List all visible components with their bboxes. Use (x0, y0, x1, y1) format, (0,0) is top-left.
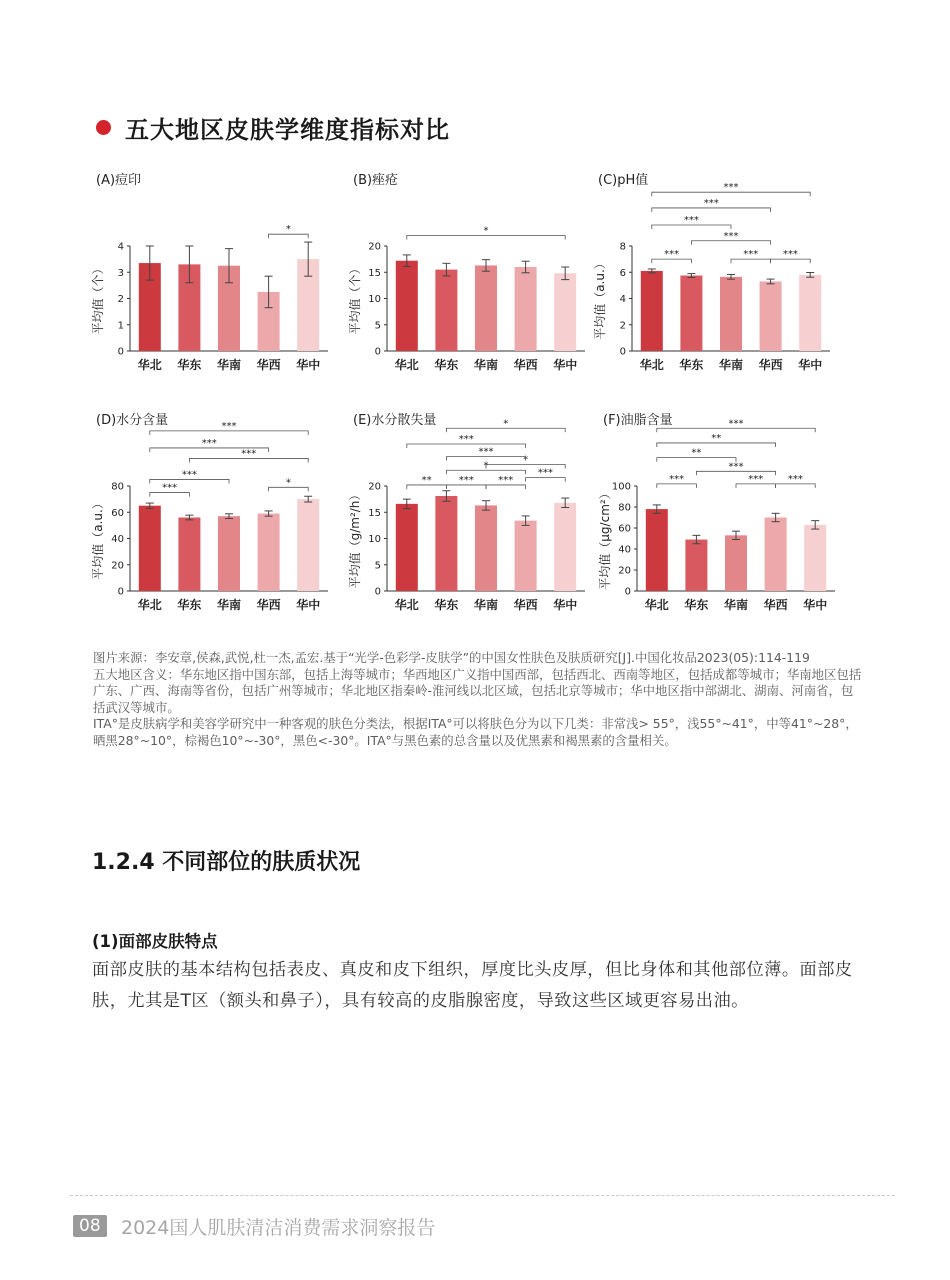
significance-label: *** (787, 473, 803, 485)
significance-label: *** (498, 474, 514, 486)
significance-label: *** (241, 448, 257, 460)
x-tick-label: 华北 (137, 598, 162, 612)
bar (646, 509, 668, 591)
y-tick-label: 15 (368, 267, 381, 279)
subsection-title: 1.2.4 不同部位的肤质状况 (92, 850, 361, 875)
significance-label: * (523, 454, 529, 466)
bar (685, 540, 707, 591)
chart-f-sebum (595, 408, 865, 623)
significance-label: * (483, 460, 489, 472)
significance-label: *** (723, 182, 739, 194)
y-tick-label: 40 (618, 544, 631, 556)
chart-title: (D)水分含量 (96, 413, 169, 428)
significance-label: *** (743, 249, 759, 261)
chart-d-svg (88, 408, 358, 623)
bar (554, 503, 576, 591)
chart-c-svg (590, 168, 860, 383)
chart-title: (A)痘印 (96, 173, 142, 188)
chart-a-svg (88, 168, 358, 383)
bar (515, 267, 537, 351)
y-tick-label: 2 (117, 294, 124, 305)
bar (515, 521, 537, 591)
significance-label: *** (201, 437, 217, 449)
chart-f-svg (595, 408, 865, 623)
y-tick-label: 10 (368, 294, 381, 305)
y-axis-label: 平均值（个） (348, 262, 362, 335)
x-tick-label: 华东 (434, 358, 459, 372)
y-tick-label: 20 (111, 560, 124, 572)
y-tick-label: 5 (374, 560, 381, 572)
bar (804, 525, 826, 591)
y-tick-label: 4 (619, 294, 626, 305)
x-tick-label: 华中 (296, 358, 321, 372)
y-tick-label: 60 (111, 507, 124, 519)
bar (760, 281, 782, 351)
bar (765, 518, 787, 592)
chart-d-moisture (88, 408, 358, 623)
caption-ita: ITA°是皮肤病学和美容学研究中一种客观的肤色分类法，根据ITA°可以将肤色分为以下几类：非常浅> 55°，浅55°~41°，中等41°~28°，晒黑28°~10°，棕褐色10°~-30°，黑色<-30°。ITA°与黑色素的总含量以及优黑素和褐黑素的含量相关。 (93, 716, 858, 748)
y-tick-label: 80 (111, 481, 124, 493)
x-tick-label: 华西 (763, 598, 788, 612)
significance-label: * (285, 224, 291, 236)
significance-label: * (285, 477, 291, 489)
section-header (96, 110, 450, 145)
figure-caption (93, 650, 863, 750)
bar (475, 505, 497, 591)
page-number: 08 (73, 1215, 107, 1237)
significance-label: *** (458, 474, 474, 486)
x-tick-label: 华西 (513, 358, 538, 372)
significance-label: *** (748, 473, 764, 485)
bar (258, 514, 280, 591)
significance-label: * (503, 418, 509, 430)
paragraph-heading: (1)面部皮肤特点 (92, 932, 218, 951)
chart-e-svg (345, 408, 615, 623)
y-tick-label: 6 (619, 267, 626, 279)
significance-label: *** (669, 473, 685, 485)
significance-label: *** (221, 420, 237, 432)
y-axis-label: 平均值（g/m²/h） (348, 488, 362, 589)
section-title: 五大地区皮肤学维度指标对比 (125, 116, 450, 144)
chart-e-water-loss (345, 408, 615, 623)
x-tick-label: 华中 (553, 358, 578, 372)
significance-label: *** (664, 249, 680, 261)
y-tick-label: 0 (117, 346, 124, 358)
significance-label: *** (683, 215, 699, 226)
significance-label: *** (537, 467, 553, 479)
y-axis-label: 平均值（μg/cm²） (598, 487, 612, 590)
bar (435, 270, 457, 351)
x-tick-label: 华中 (296, 598, 321, 612)
y-tick-label: 0 (374, 346, 381, 358)
x-tick-label: 华西 (513, 598, 538, 612)
x-tick-label: 华西 (256, 598, 281, 612)
x-tick-label: 华东 (679, 358, 704, 372)
x-tick-label: 华北 (394, 358, 419, 372)
caption-regions: 五大地区含义：华东地区指中国东部，包括上海等城市；华西地区广义指中国西部，包括西北、西南等地区，包括成都等城市；华南地区包括广东、广西、海南等省份，包括广州等城市；华北地区指秦岭-淮河线以北区域，包括北京等城市；华中地区指中部湖北、湖南、河南省，包括武汉等城市。 (93, 666, 862, 715)
chart-b-svg (345, 168, 615, 383)
footer-report-title: 2024国人肌肤清洁消费需求洞察报告 (121, 1217, 436, 1239)
significance-label: *** (782, 249, 798, 261)
significance-label: *** (478, 446, 494, 458)
x-tick-label: 华北 (394, 598, 419, 612)
chart-c-ph (590, 168, 860, 383)
x-tick-label: 华东 (177, 598, 202, 612)
x-tick-label: 华北 (639, 358, 664, 372)
bar (799, 275, 821, 351)
bullet-dot-icon (96, 120, 111, 135)
x-tick-label: 华中 (803, 598, 828, 612)
y-axis-label: 平均值（个） (91, 262, 105, 335)
significance-label: *** (728, 418, 744, 430)
y-tick-label: 5 (374, 320, 381, 332)
y-tick-label: 15 (368, 507, 381, 519)
chart-title: (F)油脂含量 (603, 413, 673, 428)
y-tick-label: 0 (374, 586, 381, 598)
y-tick-label: 0 (117, 586, 124, 598)
chart-b-acne (345, 168, 615, 383)
y-tick-label: 2 (619, 320, 626, 332)
x-tick-label: 华西 (256, 358, 281, 372)
significance-label: *** (162, 482, 178, 494)
significance-label: *** (723, 230, 739, 242)
x-tick-label: 华东 (684, 598, 709, 612)
chart-a-acne-marks (88, 168, 358, 383)
y-tick-label: 100 (611, 481, 631, 493)
x-tick-label: 华东 (434, 598, 459, 612)
y-tick-label: 60 (618, 523, 631, 535)
chart-title: (C)pH值 (598, 173, 649, 188)
bar (641, 271, 663, 351)
significance-label: * (483, 225, 489, 237)
significance-label: ** (691, 447, 702, 459)
caption-source: 图片来源：李安章,侯森,武悦,杜一杰,孟宏.基于“光学-色彩学-皮肤学”的中国女性肤色及肤质研究[J].中国化妆品2023(05):114-119 (93, 650, 810, 665)
paragraph-body: 面部皮肤的基本结构包括表皮、真皮和皮下组织，厚度比头皮厚，但比身体和其他部位薄。面部皮肤，尤其是T区（额头和鼻子），具有较高的皮脂腺密度，导致这些区域更容易出油。 (92, 960, 853, 1011)
significance-label: *** (181, 469, 197, 481)
y-axis-label: 平均值（a.u.） (593, 257, 607, 340)
x-tick-label: 华南 (216, 598, 242, 612)
y-tick-label: 20 (618, 565, 631, 577)
x-tick-label: 华西 (758, 358, 783, 372)
significance-label: *** (703, 197, 719, 209)
x-tick-label: 华南 (473, 358, 499, 372)
y-tick-label: 10 (368, 534, 381, 545)
bar (725, 535, 747, 591)
significance-label: ** (421, 474, 432, 486)
x-tick-label: 华北 (644, 598, 669, 612)
x-tick-label: 华南 (473, 598, 499, 612)
x-tick-label: 华中 (553, 598, 578, 612)
y-tick-label: 1 (117, 320, 124, 332)
bar (475, 265, 497, 351)
x-tick-label: 华南 (216, 358, 242, 372)
bar (720, 277, 742, 351)
footer-divider (70, 1195, 895, 1196)
significance-label: ** (711, 432, 722, 444)
bar (139, 506, 161, 591)
significance-label: *** (728, 461, 744, 473)
y-tick-label: 40 (111, 534, 124, 545)
y-tick-label: 80 (618, 502, 631, 514)
y-tick-label: 0 (619, 346, 626, 358)
x-tick-label: 华中 (798, 358, 823, 372)
chart-title: (B)痤疮 (353, 173, 399, 188)
bar (554, 273, 576, 351)
bar (680, 276, 702, 351)
y-tick-label: 4 (117, 241, 124, 253)
y-axis-label: 平均值（a.u.） (91, 497, 105, 580)
bar (396, 504, 418, 591)
chart-title: (E)水分散失量 (353, 413, 437, 428)
x-tick-label: 华南 (718, 358, 744, 372)
x-tick-label: 华北 (137, 358, 162, 372)
bar (435, 496, 457, 591)
significance-label: *** (458, 434, 474, 445)
x-tick-label: 华东 (177, 358, 202, 372)
bar (178, 518, 200, 592)
y-tick-label: 20 (368, 481, 381, 493)
y-tick-label: 3 (117, 267, 124, 279)
y-tick-label: 8 (619, 241, 626, 253)
y-tick-label: 20 (368, 241, 381, 253)
bar (297, 499, 319, 591)
bar (218, 516, 240, 591)
y-tick-label: 0 (624, 586, 631, 598)
bar (396, 261, 418, 351)
x-tick-label: 华南 (723, 598, 749, 612)
